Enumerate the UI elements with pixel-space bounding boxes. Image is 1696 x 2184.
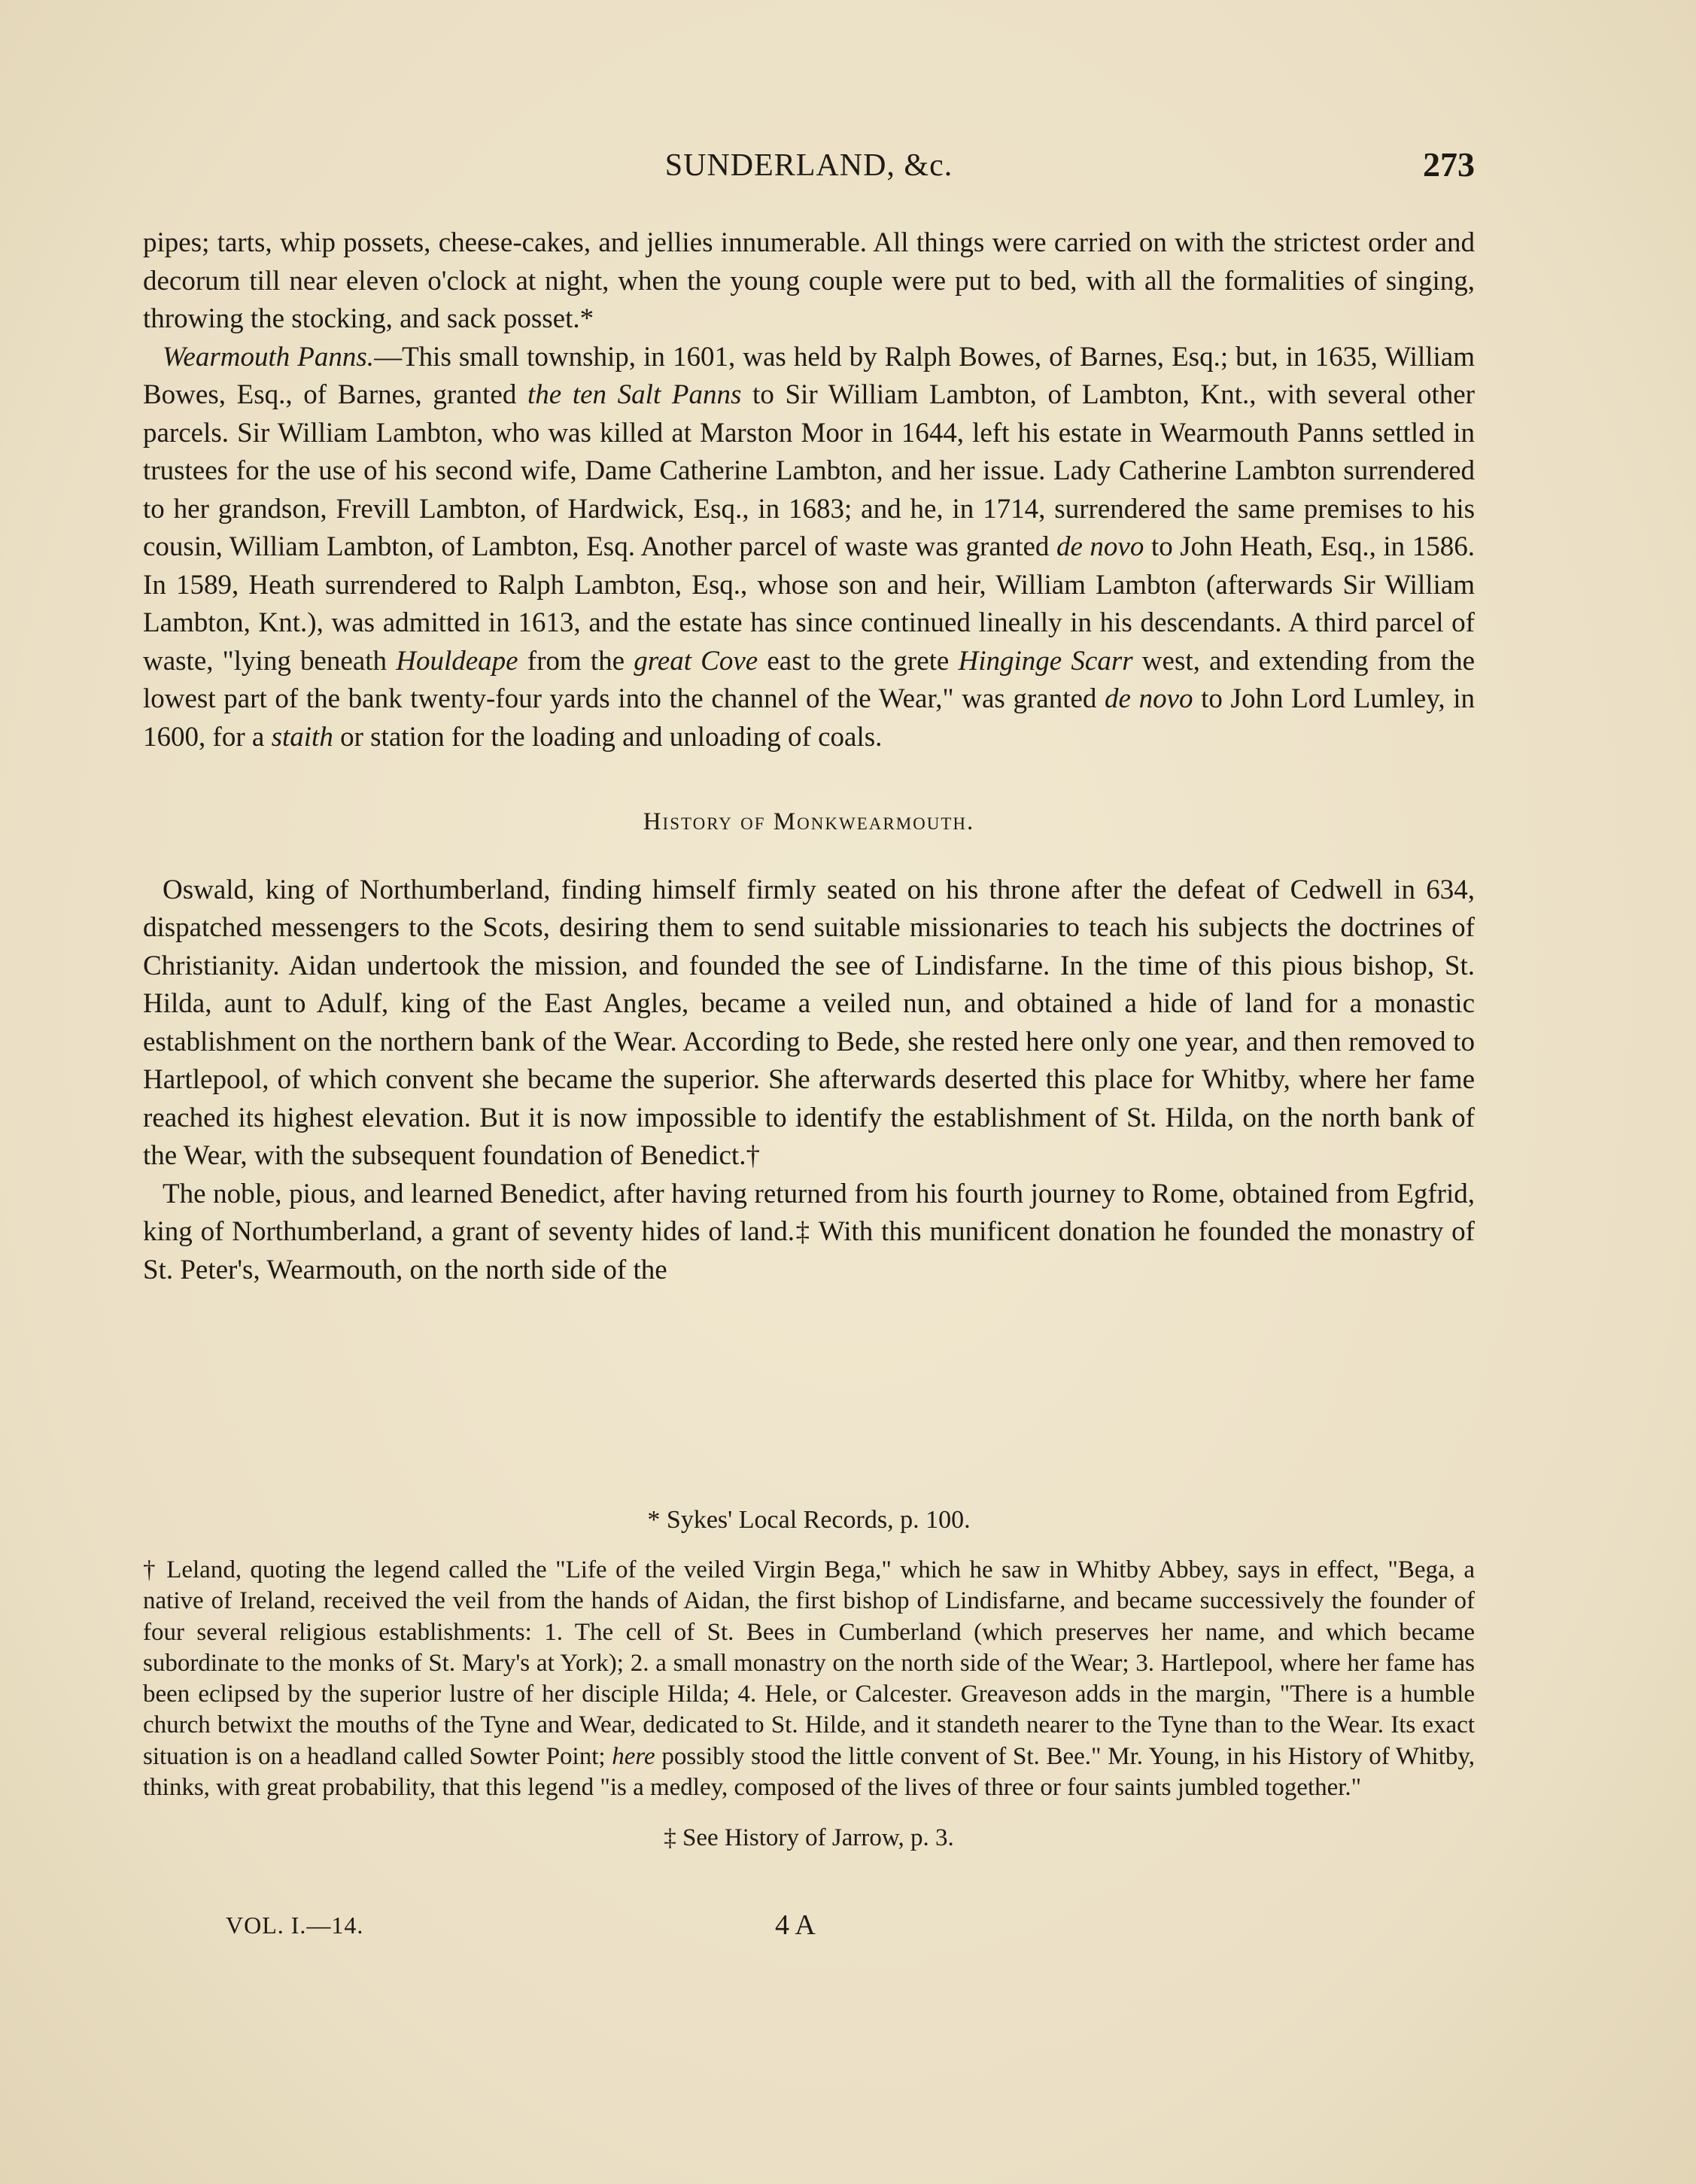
- text-run: —This small township, in 1601, was held by Ralph Bowes, of Barnes, Esq.; but, in 1635, William Bowes, Esq., of Barnes, granted: [143, 341, 1475, 410]
- signature-line: [226, 1909, 1204, 1949]
- footnote-jarrow: ‡ See History of Jarrow, p. 3.: [664, 1824, 954, 1852]
- running-title: SUNDERLAND, &c.: [664, 148, 953, 183]
- paragraph-lead-italic: Wearmouth Panns.: [163, 341, 375, 373]
- text-run: † Leland, quoting the legend called the "Life of the veiled Virgin Bega," which he saw in Whitby Abbey, says in effect, "Bega, a native of Ireland, received the veil from the hands of Aidan, the first bishop of Lindisfarne, and became successively the founder of four several religious establishments: 1. The cell of St. Bees in Cumberland (which preserves her name, and which became subordinate to the monks of St. Mary's at York); 2. a small monastry on the north side of the Wear; 3. Hartlepool, where her fame has been eclipsed by the superior lustre of her disciple Hilda; 4. Hele, or Calcester. Greaveson adds in the margin, "There is a humble church betwixt the mouths of the Tyne and Wear, dedicated to St. Hilde, and it standeth nearer to the Tyne than to the Wear. Its exact situation is on a headland called Sowter Point;: [143, 1556, 1475, 1770]
- signature-mark: 4 A: [775, 1909, 816, 1941]
- section-heading: History of Monkwearmouth.: [643, 808, 975, 835]
- text-run: from the: [518, 645, 634, 677]
- footnote-sykes: * Sykes' Local Records, p. 100.: [647, 1506, 971, 1534]
- body-text: [143, 224, 1475, 1289]
- text-run: east to the grete: [758, 645, 959, 677]
- footnote-leland: [143, 1555, 1475, 1803]
- text-run: to Sir William Lambton, of Lambton, Knt., with several other parcels. Sir William Lambton, who was killed at Marston Moor in 1644, left his estate in Wearmouth Panns settled in trustees for the use of his second wife, Dame Catherine Lambton, and her issue. Lady Catherine Lambton surrendered to her grandson, Frevill Lambton, of Hardwick, Esq., in 1683; and he, in 1714, surrendered the same premises to his cousin, William Lambton, of Lambton, Esq. Another parcel of waste was granted: [143, 379, 1476, 562]
- text-run: or station for the loading and unloading of coals.: [333, 721, 883, 753]
- paragraph-oswald: Oswald, king of Northumberland, finding himself firmly seated on his throne after the defeat of Cedwell in 634, dispatched messengers to the Scots, desiring them to send suitable missionaries to teach his subjects the doctrines of Christianity. Aidan undertook the mission, and founded the see of Lindisfarne. In the time of this pious bishop, St. Hilda, aunt to Adulf, king of the East Angles, became a veiled nun, and obtained a hide of land for a monastic establishment on the northern bank of the Wear. According to Bede, she rested here only one year, and then removed to Hartlepool, of which convent she became the superior. She afterwards deserted this place for Whitby, where her fame reached its highest elevation. But it is now impossible to identify the establishment of St. Hilda, on the north bank of the Wear, with the subsequent foundation of Benedict.†: [143, 874, 1475, 1171]
- page-number: 273: [1423, 145, 1475, 184]
- text-run: possibly stood the little convent of St. Bee." Mr. Young, in his History of Whitby, thinks, with great probability, that this legend "is a medley, composed of the lives of three or four saints jumbled together.": [143, 1742, 1475, 1802]
- italic-run: de novo: [1056, 531, 1144, 562]
- volume-mark: VOL. I.—14.: [226, 1912, 364, 1939]
- paragraph-benedict: The noble, pious, and learned Benedict, after having returned from his fourth journey to Rome, obtained from Egfrid, king of Northumberland, a grant of seventy hides of land.‡ With this munificent donation he founded the monastry of St. Peter's, Wearmouth, on the north side of the: [143, 1178, 1475, 1285]
- footnotes: [143, 1504, 1475, 1854]
- running-head: [143, 145, 1475, 193]
- text-run: west, and extending from the lowest part of the bank twenty-four yards into the channel of the Wear," was granted: [143, 645, 1476, 714]
- italic-run: here: [612, 1742, 655, 1770]
- italic-run: staith: [271, 721, 333, 753]
- text-run: to John Lord Lumley, in 1600, for a: [143, 683, 1475, 753]
- paragraph-wedding: pipes; tarts, whip possets, cheese-cakes, and jellies innumerable. All things were carried on with the strictest order and decorum till near eleven o'clock at night, when the young couple were put to bed, with all the formalities of singing, throwing the stocking, and sack posset.*: [143, 227, 1475, 334]
- italic-run: the ten Salt Panns: [527, 379, 742, 410]
- italic-run: Hinginge Scarr: [958, 645, 1133, 677]
- italic-run: de novo: [1105, 683, 1193, 714]
- italic-run: great Cove: [634, 645, 758, 677]
- italic-run: Houldeape: [396, 645, 518, 677]
- paragraph-wearmouth-panns: [143, 339, 1475, 757]
- text-run: to John Heath, Esq., in 1586. In 1589, Heath surrendered to Ralph Lambton, Esq., whose son and heir, William Lambton (afterwards Sir William Lambton, Knt.), was admitted in 1613, and the estate has since continued lineally in his descendants. A third parcel of waste, "lying beneath: [143, 531, 1475, 677]
